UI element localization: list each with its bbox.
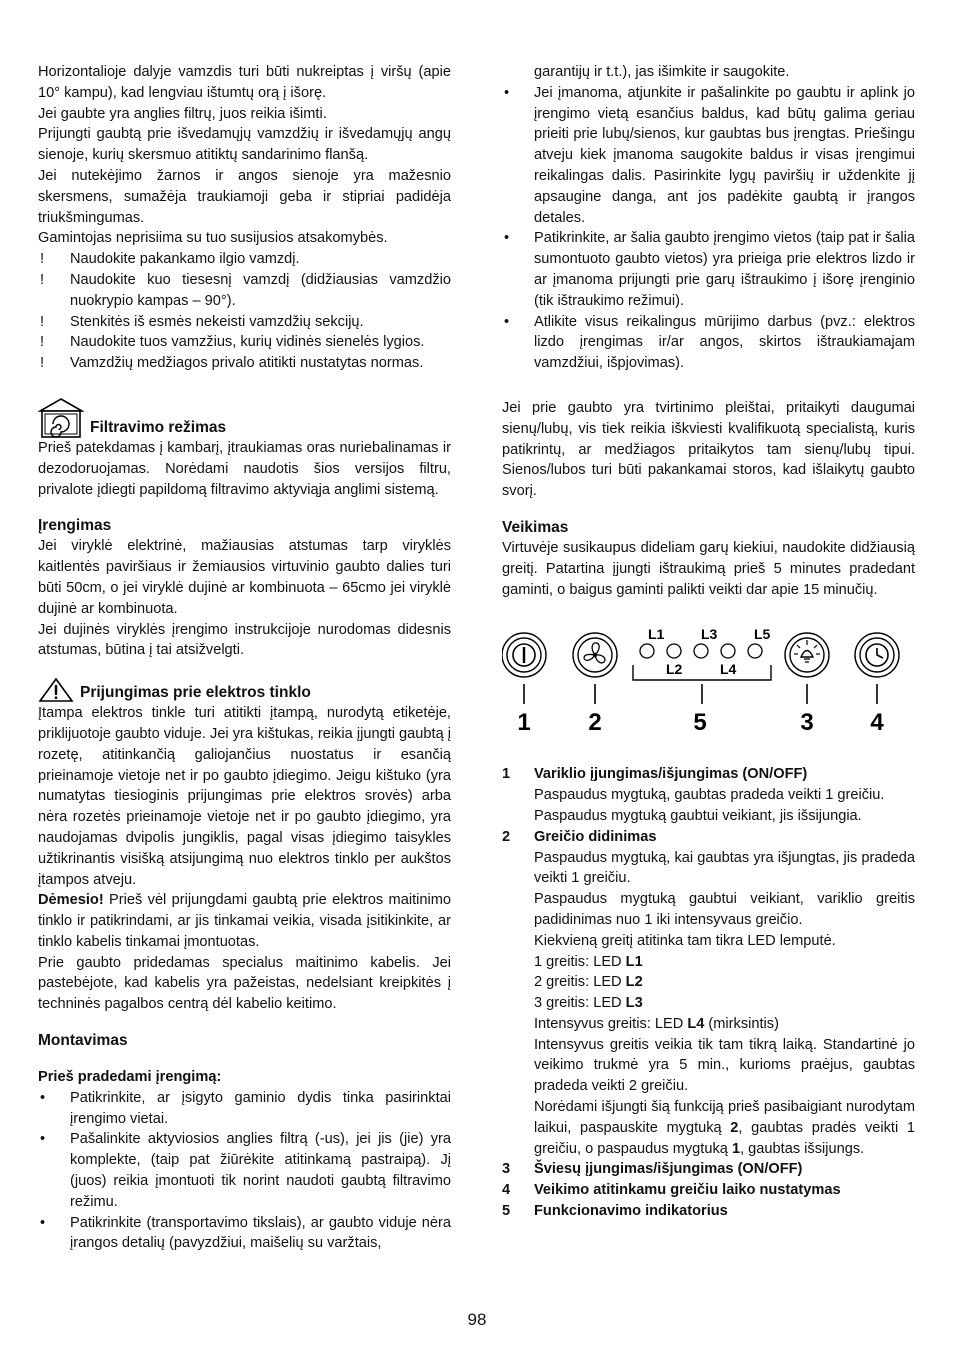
speed-label: 1 greitis: LED xyxy=(534,953,626,970)
bullet-item xyxy=(502,312,915,374)
paragraph: Jei prie gaubto yra tvirtinimo pleištai, pritaikyti daugumai sienų/lubų, vis tiek reikia iškviesti kvalifikuotą specialistą, kuris patikrintų, ar medžiagos pritaikytos tam sienų/lubų tipui. Sienos/lubos turi būti pakankamai storos, kad išlaikytų gaubto svorį. xyxy=(502,399,915,500)
bullet-text: Patikrinkite, ar šalia gaubto įrengimo vietos (taip pat ir šalia sumontuoto gaubto vietos) yra prieiga prie elektros lizdo ir ar įmanoma prijungti prie garų ištraukimo į išorę įrenginio (tik ištraukimo režimui). xyxy=(534,230,915,309)
power-button-icon xyxy=(502,633,546,677)
desc-part: , gaubtas pradės veikti 1 greičiu, o paspaudus mygtuką xyxy=(534,1119,915,1157)
electrical-title: Prijungimas prie elektros tinklo xyxy=(80,684,311,702)
warning-item xyxy=(38,312,451,333)
callout-number: 4 xyxy=(870,709,884,737)
bullet-marker: • xyxy=(40,1089,46,1106)
item-description: Paspaudus mygtuką, gaubtas pradeda veikti 1 greičiu. xyxy=(534,787,885,804)
paragraph: Prijungti gaubtą prie išvedamųjų vamzdžių ir išvedamųjų angų sienoje, kurių skersmuo atitiktų sandarinimo flanšą. xyxy=(38,126,451,164)
left-column xyxy=(38,62,451,1254)
warning-text: Vamzdžių medžiagos privalo atitikti nustatytas normas. xyxy=(70,355,424,372)
item-title: Greičio didinimas xyxy=(534,828,657,845)
bullet-marker: • xyxy=(504,230,510,247)
exclamation-marker: ! xyxy=(40,313,45,330)
bullet-text: Pašalinkite aktyviosios anglies filtrą (-us), jei jis (jie) yra komplekte, (taip pat žiūrėkite atitinkamą pastraipą). Jį (juos) reikia įmontuoti tik norint naudoti gaubtą filtravimo režimu. xyxy=(70,1131,451,1210)
item-title: Šviesų įjungimas/išjungimas (ON/OFF) xyxy=(534,1161,803,1178)
led-indicator xyxy=(640,644,654,658)
page-number: 98 xyxy=(467,1310,487,1329)
right-column xyxy=(502,62,915,1222)
led-label: L4 xyxy=(720,661,737,678)
control-item-1 xyxy=(502,764,915,785)
warning-text: Naudokite kuo tiesesnį vamzdį (didžiausias vamzdžio nuokrypio kampas – 90°). xyxy=(70,271,451,309)
speed-label: 3 greitis: LED xyxy=(534,995,626,1012)
desc-part: Norėdami išjungti šią funkciją prieš pasibaigiant nurodytam laikui, paspauskite mygtuką xyxy=(534,1099,915,1136)
led-group-bracket xyxy=(633,665,771,680)
led-label: L2 xyxy=(666,661,683,678)
warning-text: Naudokite tuos vamzžius, kurių vidinės sienelės lygios. xyxy=(70,334,425,351)
mounting-title: Montavimas xyxy=(38,1032,128,1050)
item-description: Paspaudus mygtuką gaubtui veikiant, jis išsijungia. xyxy=(534,807,862,824)
attention-label: Dėmesio! xyxy=(38,892,104,909)
item-description: Paspaudus mygtuką, kai gaubtas yra išjungtas, jis pradeda veikti 1 greičiu. xyxy=(534,849,915,887)
warning-triangle-icon xyxy=(38,677,74,703)
item-number: 4 xyxy=(502,1182,511,1199)
operation-title: Veikimas xyxy=(502,518,569,536)
light-button-icon xyxy=(785,633,829,677)
paragraph: Jei nutekėjimo žarnos ir angos sienoje yra mažesnio skersmens, sumažėja traukiamoji geba ir stipriai padidėja triukšmingumas. xyxy=(38,167,451,226)
item-title: Veikimo atitinkamu greičiu laiko nustatymas xyxy=(534,1182,841,1199)
speed-led: L1 xyxy=(625,953,643,970)
item-description: Kiekvieną greitį atitinka tam tikra LED lemputė. xyxy=(534,932,836,949)
warning-text: Stenkitės iš esmės nekeisti vamzdžių sekcijų. xyxy=(70,313,364,330)
warning-item xyxy=(38,249,451,270)
bullet-marker: • xyxy=(40,1131,46,1148)
warning-item xyxy=(38,353,451,374)
item-description xyxy=(502,1097,915,1159)
button-ref: 2 xyxy=(730,1119,739,1136)
callout-number: 5 xyxy=(693,709,707,737)
warning-item xyxy=(38,270,451,312)
speed-label: Intensyvus greitis: LED xyxy=(534,1015,688,1032)
bullet-item xyxy=(502,228,915,311)
paragraph: Virtuvėje susikaupus dideliam garų kiekiui, naudokite didžiausią greitį. Patartina įjungti ištraukimą prieš 5 minutes pradedant gaminti, o baigus gaminti palikti veikti dar apie 15 minučių. xyxy=(502,539,915,598)
filter-title: Filtravimo režimas xyxy=(90,418,227,436)
paragraph: Jei gaubte yra anglies filtrų, juos reikia išimti. xyxy=(38,105,327,122)
bullet-item xyxy=(38,1129,451,1212)
item-number: 2 xyxy=(502,828,511,845)
exclamation-marker: ! xyxy=(40,334,45,351)
item-number: 3 xyxy=(502,1161,511,1178)
desc-part: , gaubtas išsijungs. xyxy=(740,1140,865,1157)
speed-led: L2 xyxy=(625,974,643,991)
item-number: 5 xyxy=(502,1203,511,1220)
paragraph: Prie gaubto pridedamas specialus maitinimo kabelis. Jei pastebėjote, kad kabelis yra pažeistas, nedelsiant kreipkitės į techninės pagalbos centrą dėl kabelio keitimo. xyxy=(38,954,451,1013)
control-item-5 xyxy=(502,1201,915,1222)
speed-label: 2 greitis: LED xyxy=(534,974,626,991)
exclamation-marker: ! xyxy=(40,251,45,268)
led-label: L1 xyxy=(648,626,665,643)
bullet-text: Patikrinkite, ar įsigyto gaminio dydis tinka pasirinktai įrengimo vietai. xyxy=(70,1089,451,1127)
paragraph xyxy=(38,890,451,952)
item-description: Intensyvus greitis veikia tik tam tikrą laiką. Standartinė jo veikimo trukmė yra 5 min., kurioms praėjus, gaubtas pradeda veikti 2 greičiu. xyxy=(534,1036,915,1095)
speed-led: L4 xyxy=(687,1015,705,1032)
led-indicator xyxy=(721,644,735,658)
item-title: Variklio įjungimas/išjungimas (ON/OFF) xyxy=(534,766,808,783)
paragraph: Jei dujinės viryklės įrengimo instrukcijoje nurodomas didesnis atstumas, būtina į tai atsižvelgti. xyxy=(38,621,451,659)
filter-recirculation-icon xyxy=(38,398,84,438)
warning-text: Naudokite pakankamo ilgio vamzdį. xyxy=(70,251,300,268)
attention-text: Prieš vėl prijungdami gaubtą prie elektros maitinimo tinklo ir patikrindami, ar jis tinkamai veikia, visada įsitikinkite, ar tinklo kabelis tinkamai įmontuotas. xyxy=(38,892,451,950)
speed-suffix: (mirksintis) xyxy=(704,1015,779,1032)
callout-number: 2 xyxy=(588,709,602,737)
bullet-item xyxy=(38,1213,451,1255)
speed-led: L3 xyxy=(625,995,643,1012)
led-label: L3 xyxy=(701,626,718,643)
control-item-3 xyxy=(502,1159,915,1180)
item-description: Paspaudus mygtuką gaubtui veikiant, variklio greitis padidinimas nuo 1 iki intensyvaus greičio. xyxy=(534,891,915,928)
electrical-section-header xyxy=(38,677,451,703)
speed-line xyxy=(502,972,915,993)
speed-line xyxy=(502,952,915,973)
bullet-marker: • xyxy=(504,84,510,101)
bullet-text: Patikrinkite (transportavimo tikslais), ar gaubto viduje nėra įrangos detalių (pavyzdžiui, maišelių su varžtais, xyxy=(70,1214,451,1252)
bullet-marker: • xyxy=(504,313,510,330)
bullet-item xyxy=(38,1088,451,1130)
led-indicator xyxy=(667,644,681,658)
exclamation-marker: ! xyxy=(40,271,45,288)
before-install-title: Prieš pradedami įrengimą: xyxy=(38,1069,222,1086)
callout-number: 3 xyxy=(800,709,814,737)
continued-bullet-text: garantijų ir t.t.), jas išimkite ir saugokite. xyxy=(534,64,790,80)
speed-line xyxy=(502,1014,915,1035)
paragraph: Horizontalioje dalyje vamzdis turi būti nukreiptas į viršų (apie 10° kampu), kad lengviau ištumtų orą į išorę. xyxy=(38,64,451,101)
callout-number: 1 xyxy=(517,709,531,737)
warning-item xyxy=(38,332,451,353)
paragraph: Gamintojas neprisiima su tuo susijusios atsakomybės. xyxy=(38,230,388,247)
bullet-text: Atlikite visus reikalingus mūrijimo darbus (pvz.: elektros lizdo įrengimas ir/ar angos, skirtos ištraukiamajam vamzdžiui, išpjovimas). xyxy=(534,313,915,372)
led-indicator xyxy=(748,644,762,658)
bullet-marker: • xyxy=(40,1214,46,1231)
button-ref: 1 xyxy=(731,1140,741,1157)
item-number: 1 xyxy=(502,766,511,783)
led-indicator xyxy=(694,644,708,658)
control-panel-diagram xyxy=(502,626,915,746)
paragraph: Prieš patekdamas į kambarį, įtraukiamas oras nuriebalinamas ir dezodoruojamas. Norėdami naudotis šios versijos filtru, privalote įdiegti papildomą filtravimo aktyviąja anglimi sistemą. xyxy=(38,439,451,498)
control-panel-svg xyxy=(502,626,915,746)
control-item-4 xyxy=(502,1180,915,1201)
exclamation-marker: ! xyxy=(40,355,45,372)
item-title: Funkcionavimo indikatorius xyxy=(534,1203,728,1220)
bullet-text: Jei įmanoma, atjunkite ir pašalinkite po gaubtu ir aplink jo įrengimo vietą esančius baldus, kad būtų galima geriau prieiti prie lubų/sienos, kur gaubtas bus įrengtas. Priešingu atveju kiek įmanoma saugokite baldus ir visas įrengimui reikalingas dalis. Pasirinkite lygų paviršių ir uždenkite jį apsaugine danga, ant jos padėkite gaubtą ir įrangos detales. xyxy=(534,84,915,226)
bullet-item xyxy=(502,83,915,229)
paragraph: Jei viryklė elektrinė, mažiausias atstumas tarp viryklės kaitlentės paviršiaus ir žemiausios virtuvinio gaubto dalies turi būti 50cm, o jei viryklė dujinė ar kombinuota – 65cmo jei viryklė dujinė ar kombinuota. xyxy=(38,538,451,617)
filter-section-header xyxy=(38,398,451,438)
fan-button-icon xyxy=(573,633,617,677)
control-item-2 xyxy=(502,827,915,848)
led-label: L5 xyxy=(754,626,771,643)
timer-button-icon xyxy=(855,633,899,677)
speed-line xyxy=(502,993,915,1014)
paragraph: Įtampa elektros tinkle turi atitikti įtampą, nurodytą etiketėje, priklijuotoje gaubto viduje. Jei yra kištukas, reikia įjungti gaubtą į rozetę, atitinkančią galiojančius nuostatus ir esančią prieinamoje vietoje net ir po gaubto įdiegimo. Jeigu kištuko (yra numatytas tiesioginis prijungimas prie elektros srovės) arba nėra rozetės prieinamoje vietoje net ir po gaubto įdiegimo, yra naudojamas dvipolis jungiklis, pagal visas įdiegimo taisykles užtikrinantis visišką atsijungimą nuo elektros tinklo per aukštos įtampos atveju. xyxy=(38,705,451,888)
install-title: Įrengimas xyxy=(38,517,112,535)
